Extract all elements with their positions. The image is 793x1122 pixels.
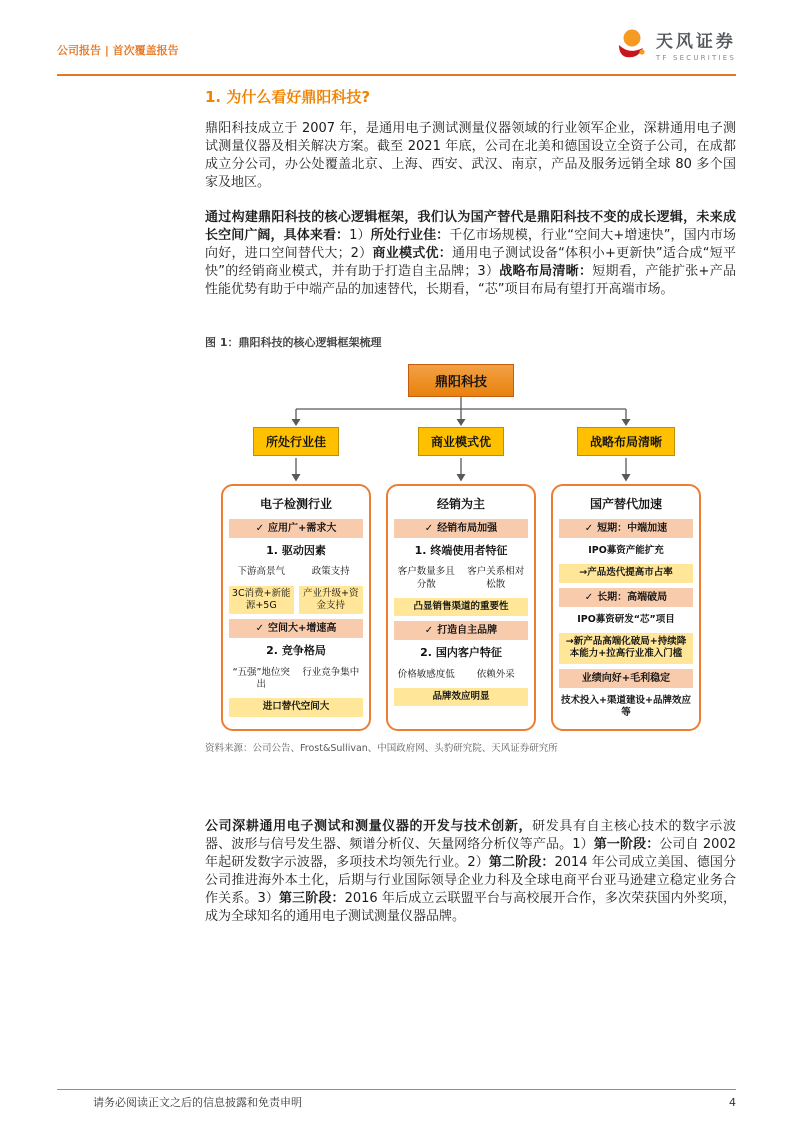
card-row-check xyxy=(394,621,528,640)
check-icon: ✓ xyxy=(584,591,594,603)
pillar-col xyxy=(551,427,701,456)
text-run: 2014 年公司成立美国、德国分公司推进海外本土化，后期与行业国际领导企业力科及全球电商平台亚马逊建立稳定业务合作关系。3） xyxy=(205,855,736,907)
card-row-check xyxy=(559,519,693,538)
check-icon: ✓ xyxy=(424,523,434,534)
card-row-highlight: 品牌效应明显 xyxy=(394,688,528,706)
card-row-pair xyxy=(229,564,363,580)
pillar-col xyxy=(221,427,371,456)
text-run: 研发具有自主核心技术的数字示波器、波形与信号发生器、频谱分析仪、矢量网络分析仪等产品。1） xyxy=(205,819,736,853)
card-row-highlight: →产品迭代提高市占率 xyxy=(559,564,693,582)
section-title: 1. 为什么看好鼎阳科技? xyxy=(205,88,371,106)
text-run: 战略布局清晰： xyxy=(499,264,593,279)
text-run: 第二阶段： xyxy=(488,855,555,871)
card-row-pair xyxy=(229,665,363,694)
card-row-pair xyxy=(229,586,363,615)
text-run: 公司深耕通用电子测试和测量仪器的开发与技术创新， xyxy=(205,819,533,835)
footer-disclaimer: 请务必阅读正文之后的信息披露和免责申明 xyxy=(93,1096,302,1109)
card-row-check xyxy=(559,588,693,607)
pillar-col xyxy=(386,427,536,456)
check-text: 打造自主品牌 xyxy=(437,625,498,637)
figure-caption: 图 1：鼎阳科技的核心逻辑框架梳理 xyxy=(205,336,382,349)
check-icon: ✓ xyxy=(584,523,594,534)
text-run: 商业模式优： xyxy=(372,246,453,261)
tf-securities-logo xyxy=(613,26,736,64)
text-run: 2016 年后成立云联盟平台与高校展开合作，多次荣获国内外奖项，成为全球知名的通用电子测试测量仪器品牌。 xyxy=(205,891,736,925)
text-run: 所处行业佳： xyxy=(370,228,450,243)
text-run: 短期看，产能扩张+产品性能优势有助于中端产品的加速替代，长期看，“芯”项目布局有望打开高端市场。 xyxy=(205,264,736,297)
check-icon: ✓ xyxy=(255,623,264,635)
diagram-cards xyxy=(221,484,701,731)
pair-cell: “五强”地位突出 xyxy=(232,666,290,690)
arrow-down-icon xyxy=(290,458,302,482)
pair-cell: 依赖外采 xyxy=(476,668,515,680)
diagram-pillar-row xyxy=(221,427,701,456)
pair-cell: 价格敏感度低 xyxy=(397,668,455,680)
text-run: 第三阶段： xyxy=(278,891,345,907)
pillar-card-arrows xyxy=(221,458,701,482)
page-footer xyxy=(57,1094,736,1110)
paragraph-logic xyxy=(205,209,736,299)
card-row-heading: 2. 国内客户特征 xyxy=(420,646,502,660)
check-text: 短期：中端加速 xyxy=(597,523,668,534)
text-run: 1） xyxy=(349,228,371,243)
footer-divider xyxy=(57,1089,736,1091)
card-title: 经销为主 xyxy=(436,497,485,511)
card-row-heading: 1. 终端使用者特征 xyxy=(414,544,508,557)
content-column xyxy=(205,86,736,926)
check-text: 长期：高端破局 xyxy=(597,591,668,603)
text-run: 第一阶段： xyxy=(593,837,660,853)
diagram-root-row xyxy=(221,364,701,397)
pair-cell: 行业竞争集中 xyxy=(302,666,360,678)
pillar-business-model: 商业模式优 xyxy=(418,427,504,456)
card-row-highlight: 进口替代空间大 xyxy=(229,698,363,716)
card-row-plain: IPO募资产能扩充 xyxy=(588,545,664,556)
check-text: 应用广+需求大 xyxy=(268,523,337,534)
pair-cell: 客户数量多且分散 xyxy=(397,566,455,590)
brand-name: 天风证券 xyxy=(655,31,736,52)
text-run: 千亿市场规模，行业“空间大+增速快”，国内市场向好，进口空间替代大；2） xyxy=(205,228,736,261)
report-type-label: 公司报告 | 首次覆盖报告 xyxy=(57,44,179,57)
logic-card-3 xyxy=(551,484,701,731)
pair-cell: 产业升级+资金支持 xyxy=(299,586,364,615)
check-text: 空间大+增速高 xyxy=(268,623,337,635)
logic-card-1 xyxy=(221,484,371,731)
check-text: 经销布局加强 xyxy=(437,523,498,534)
connector-lines xyxy=(221,397,701,427)
card-row-highlight: →新产品高端化破局+持续降本能力+拉高行业准入门槛 xyxy=(559,633,693,664)
text-run: 公司自 2002 年起研发数字示波器，多项技术均领先行业。2） xyxy=(205,837,736,871)
paragraph-intro: 鼎阳科技成立于 2007 年，是通用电子测试测量仪器领域的行业领军企业，深耕通用电子测试测量仪器及相关解决方案。截至 2021 年底，公司在北美和德国设立全资子公司，在成都成立分公司，办公处覆盖北京、上海、西安、武汉、南京，产品及服务远销全球 80 多个国家及地区。 xyxy=(205,121,736,190)
card-row-check xyxy=(394,519,528,538)
header-divider xyxy=(57,74,736,76)
arrow-col xyxy=(551,458,701,482)
card-row-pair xyxy=(394,564,528,593)
card-row-heading: 1. 驱动因素 xyxy=(266,544,326,557)
pillar-strategy: 战略布局清晰 xyxy=(577,427,675,456)
pair-cell: 3C消费+新能源+5G xyxy=(229,586,294,615)
pair-cell: 客户关系相对松散 xyxy=(467,566,525,590)
card-row-check xyxy=(229,519,363,538)
diagram-root-node: 鼎阳科技 xyxy=(408,364,514,397)
arrow-down-icon xyxy=(455,458,467,482)
pair-cell: 政策支持 xyxy=(311,566,350,578)
pillar-industry: 所处行业佳 xyxy=(253,427,339,456)
check-icon: ✓ xyxy=(255,523,264,534)
arrow-col xyxy=(221,458,371,482)
tf-logo-icon xyxy=(613,26,649,62)
text-run: 通过构建鼎阳科技的核心逻辑框架，我们认为国产替代是鼎阳科技不变的成长逻辑，未来成长空间广阔，具体来看： xyxy=(205,210,736,243)
page-number: 4 xyxy=(729,1095,736,1109)
card-row-check xyxy=(229,619,363,638)
card-title: 国产替代加速 xyxy=(589,497,662,511)
logic-framework-diagram xyxy=(221,364,701,731)
pair-cell: 下游高景气 xyxy=(237,566,285,578)
card-row-highlight: 凸显销售渠道的重要性 xyxy=(394,598,528,616)
card-row-plain: 技术投入+渠道建设+品牌效应等 xyxy=(561,694,691,719)
logo-text xyxy=(656,27,736,62)
check-icon: ✓ xyxy=(424,625,434,637)
card-title: 电子检测行业 xyxy=(259,497,332,511)
page-header xyxy=(57,26,736,64)
card-row-peach: 业绩向好+毛利稳定 xyxy=(559,669,693,688)
arrow-col xyxy=(386,458,536,482)
paragraph-history xyxy=(205,818,736,926)
figure-source: 资料来源：公司公告、Frost&Sullivan、中国政府网、头豹研究院、天风证券研究所 xyxy=(205,743,558,755)
text-run: 通用电子测试设备“体积小+更新快”适合成“短平快”的经销商业模式，并有助于打造自主品牌；3） xyxy=(205,246,736,279)
card-row-pair xyxy=(394,667,528,683)
logic-card-2 xyxy=(386,484,536,731)
brand-subtitle: TF SECURITIES xyxy=(655,53,736,62)
card-row-heading: 2. 竞争格局 xyxy=(266,644,326,658)
arrow-down-icon xyxy=(620,458,632,482)
card-row-plain: IPO募资研发“芯”项目 xyxy=(577,613,675,625)
